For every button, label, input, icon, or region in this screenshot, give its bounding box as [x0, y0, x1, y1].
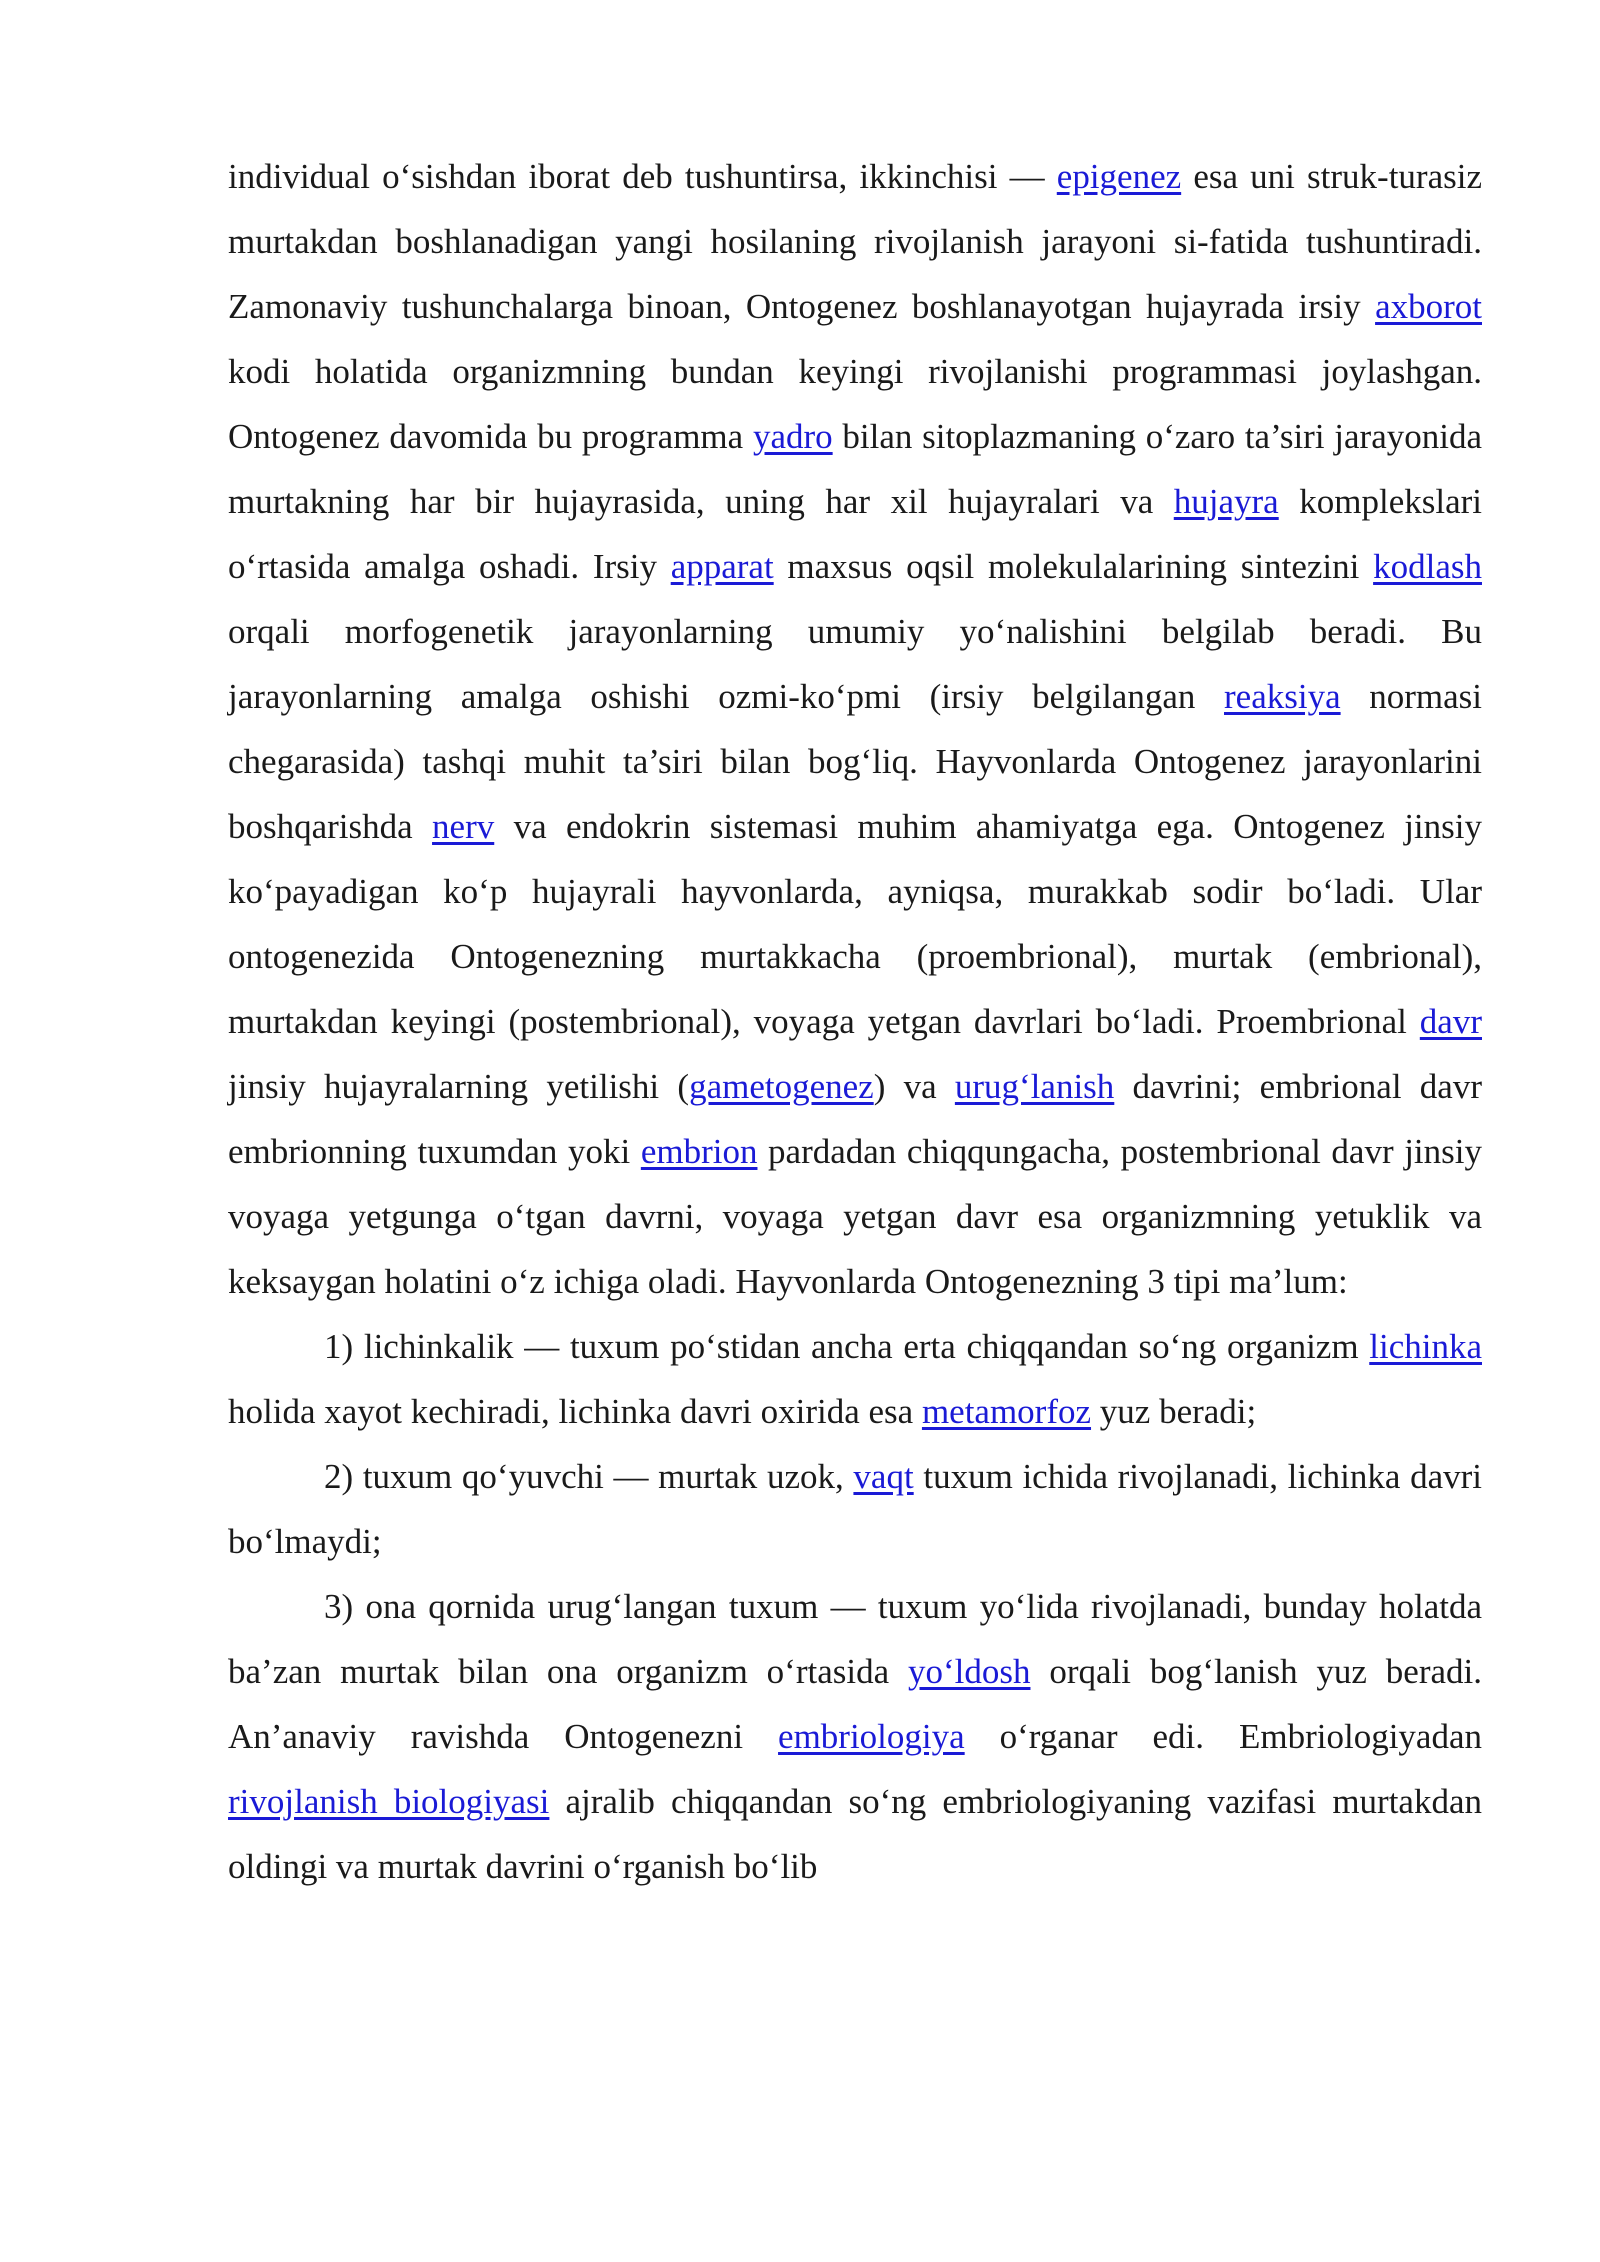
text-run: orqali morfogenetik jarayonlarning umumiy yo‘nalishini belgilab beradi. Bu jarayonlarning amalga oshishi ozmi-ko‘pmi (irsiy belgilangan — [228, 612, 1482, 716]
glossary-link[interactable]: yo‘ldosh — [907, 1652, 1031, 1691]
text-run: 2) tuxum qo‘yuvchi — murtak uzok, — [324, 1457, 854, 1496]
glossary-link[interactable]: davr — [1419, 1002, 1482, 1041]
glossary-link[interactable]: vaqt — [853, 1457, 914, 1496]
glossary-link[interactable]: epigenez — [1056, 157, 1182, 196]
document-page — [228, 144, 1482, 1899]
text-run: pardadan chiqqungacha, postembrional davr jinsiy voyaga yetgunga o‘tgan davrni, voyaga yetgan davr esa organizmning yetuklik va keksaygan holatini o‘z ichiga oladi. Hayvonlarda Ontogenezning 3 tipi ma’lum: — [228, 1132, 1482, 1301]
paragraph — [228, 1574, 1482, 1899]
text-run: bilan sitoplazmaning o‘zaro ta’siri jarayonida murtakning har bir hujayrasida, uning har xil hujayralari va — [228, 417, 1482, 521]
glossary-link[interactable]: axborot — [1375, 287, 1482, 326]
text-run: 1) lichinkalik — tuxum po‘stidan ancha erta chiqqandan so‘ng organizm — [324, 1327, 1370, 1366]
glossary-link[interactable]: urug‘lanish — [954, 1067, 1115, 1106]
glossary-link[interactable]: apparat — [670, 547, 774, 586]
text-run: maxsus oqsil molekulalarining sintezini — [773, 547, 1374, 586]
glossary-link[interactable]: hujayra — [1173, 482, 1279, 521]
text-run: 3) ona qornida urug‘langan tuxum — tuxum yo‘lida rivojlanadi, bunday holatda ba’zan murtak bilan ona organizm o‘rtasida — [228, 1587, 1482, 1691]
glossary-link[interactable]: yadro — [752, 417, 833, 456]
text-run: individual o‘sishdan iborat deb tushuntirsa, ikkinchisi — — [228, 157, 1057, 196]
text-run: va endokrin sistemasi muhim ahamiyatga ega. Ontogenez jinsiy ko‘payadigan ko‘p hujayrali hayvonlarda, ayniqsa, murakkab sodir bo‘ladi. Ular ontogenezida Ontogenezning murtakkacha (proembrional), murtak (embrional), murtakdan keyingi (postembrional), voyaga yetgan davrlari bo‘ladi. Proembrional — [228, 807, 1482, 1041]
text-run: komplekslari o‘rtasida amalga oshadi. Irsiy — [228, 482, 1482, 586]
document-body — [228, 144, 1482, 1899]
text-run: tuxum ichida rivojlanadi, lichinka davri bo‘lmaydi; — [228, 1457, 1482, 1561]
text-run: jinsiy hujayralarning yetilishi ( — [228, 1067, 690, 1106]
text-run: davrini; embrional davr embrionning tuxumdan yoki — [228, 1067, 1482, 1171]
glossary-link[interactable]: embriologiya — [778, 1717, 965, 1756]
glossary-link[interactable]: lichinka — [1369, 1327, 1482, 1366]
glossary-link[interactable]: rivojlanish biologiyasi — [228, 1782, 550, 1821]
text-run: yuz beradi; — [1091, 1392, 1257, 1431]
text-run: holida xayot kechiradi, lichinka davri oxirida esa — [228, 1392, 922, 1431]
glossary-link[interactable]: embrion — [640, 1132, 758, 1171]
paragraph — [228, 1314, 1482, 1444]
text-run: kodi holatida organizmning bundan keyingi rivojlanishi programmasi joylashgan. Ontogenez davomida bu programma — [228, 352, 1482, 456]
text-run: ajralib chiqqandan so‘ng embriologiyaning vazifasi murtakdan oldingi va murtak davrini o‘rganish bo‘lib — [228, 1782, 1482, 1886]
glossary-link[interactable]: nerv — [432, 807, 495, 846]
paragraph — [228, 1444, 1482, 1574]
text-run: ) va — [873, 1067, 955, 1106]
text-run: orqali bog‘lanish yuz beradi. An’anaviy ravishda Ontogenezni — [228, 1652, 1482, 1756]
glossary-link[interactable]: metamorfoz — [921, 1392, 1092, 1431]
text-run: o‘rganar edi. Embriologiyadan — [964, 1717, 1482, 1756]
glossary-link[interactable]: kodlash — [1373, 547, 1482, 586]
glossary-link[interactable]: gametogenez — [689, 1067, 874, 1106]
text-run: esa uni struk-turasiz murtakdan boshlanadigan yangi hosilaning rivojlanish jarayoni si-fatida tushuntiradi. Zamonaviy tushunchalarga binoan, Ontogenez boshlanayotgan hujayrada irsiy — [228, 157, 1482, 326]
text-run: normasi chegarasida) tashqi muhit ta’siri bilan bog‘liq. Hayvonlarda Ontogenez jarayonlarini boshqarishda — [228, 677, 1482, 846]
paragraph — [228, 144, 1482, 1314]
glossary-link[interactable]: reaksiya — [1224, 677, 1341, 716]
